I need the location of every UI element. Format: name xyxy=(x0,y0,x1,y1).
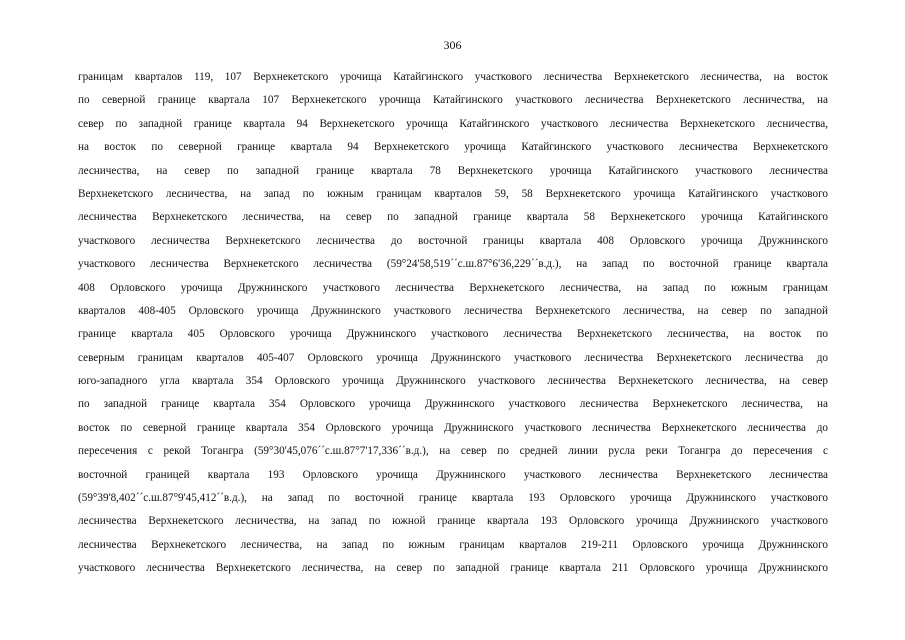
text-line: восточной границей квартала 193 Орловского урочища Дружнинского участкового лесничества Верхнекетского лесничества xyxy=(78,468,828,481)
text-line: север по западной границе квартала 94 Верхнекетского урочища Катайгинского участкового лесничества Верхнекетского лесничества, xyxy=(78,117,828,130)
text-line: границам кварталов 119, 107 Верхнекетского урочища Катайгинского участкового лесничества Верхнекетского лесничества, на восток xyxy=(78,71,828,83)
page-number: 306 xyxy=(443,38,462,52)
text-line: кварталов 408-405 Орловского урочища Дружнинского участкового лесничества Верхнекетского лесничества, на север по западной xyxy=(78,304,828,317)
text-line: лесничества Верхнекетского лесничества, на север по западной границе квартала 58 Верхнекетского урочища Катайгинского xyxy=(78,211,828,224)
text-line: северным границам кварталов 405-407 Орловского урочища Дружнинского участкового лесничества Верхнекетского лесничества до xyxy=(78,351,828,364)
text-line: (59°39'8,402´´с.ш.87°9'45,412´´в.д.), на запад по восточной границе квартала 193 Орловского урочища Дружнинского участкового xyxy=(78,492,828,505)
text-line: на восток по северной границе квартала 94 Верхнекетского урочища Катайгинского участкового лесничества Верхнекетского xyxy=(78,141,828,154)
text-line: восток по северной границе квартала 354 Орловского урочища Дружнинского участкового лесничества Верхнекетского лесничества до xyxy=(78,421,828,434)
text-line: Верхнекетского лесничества, на запад по южным границам кварталов 59, 58 Верхнекетского урочища Катайгинского участкового xyxy=(78,187,828,200)
text-line: 408 Орловского урочища Дружнинского участкового лесничества Верхнекетского лесничества, на запад по южным границам xyxy=(78,281,828,294)
text-line: лесничества Верхнекетского лесничества, на запад по южным границам кварталов 219-211 Орловского урочища Дружнинского xyxy=(78,538,828,551)
text-line: границе квартала 405 Орловского урочища Дружнинского участкового лесничества Верхнекетского лесничества, на восток по xyxy=(78,328,828,341)
text-line: пересечения с рекой Тогангра (59°30'45,076´´с.ш.87°7'17,336´´в.д.), на север по средней линии русла реки Тогангра до пересечения с xyxy=(78,445,828,458)
text-line: лесничества Верхнекетского лесничества, на запад по южной границе квартала 193 Орловского урочища Дружнинского участкового xyxy=(78,515,828,528)
text-line: участкового лесничества Верхнекетского лесничества до восточной границы квартала 408 Орловского урочища Дружнинского xyxy=(78,234,828,247)
text-line: по северной границе квартала 107 Верхнекетского урочища Катайгинского участкового лесничества Верхнекетского лесничества, на xyxy=(78,94,828,107)
body-text xyxy=(78,66,828,581)
text-line: участкового лесничества Верхнекетского лесничества, на север по западной границе квартала 211 Орловского урочища Дружнинского xyxy=(78,562,828,575)
text-line: участкового лесничества Верхнекетского лесничества (59°24'58,519´´с.ш.87°6'36,229´´в.д.), на запад по восточной границе квартала xyxy=(78,258,828,271)
text-line: по западной границе квартала 354 Орловского урочища Дружнинского участкового лесничества Верхнекетского лесничества, на xyxy=(78,398,828,411)
text-line: юго-западного угла квартала 354 Орловского урочища Дружнинского участкового лесничества Верхнекетского лесничества, на север xyxy=(78,375,828,388)
text-line: лесничества, на север по западной границе квартала 78 Верхнекетского урочища Катайгинского участкового лесничества xyxy=(78,164,828,177)
